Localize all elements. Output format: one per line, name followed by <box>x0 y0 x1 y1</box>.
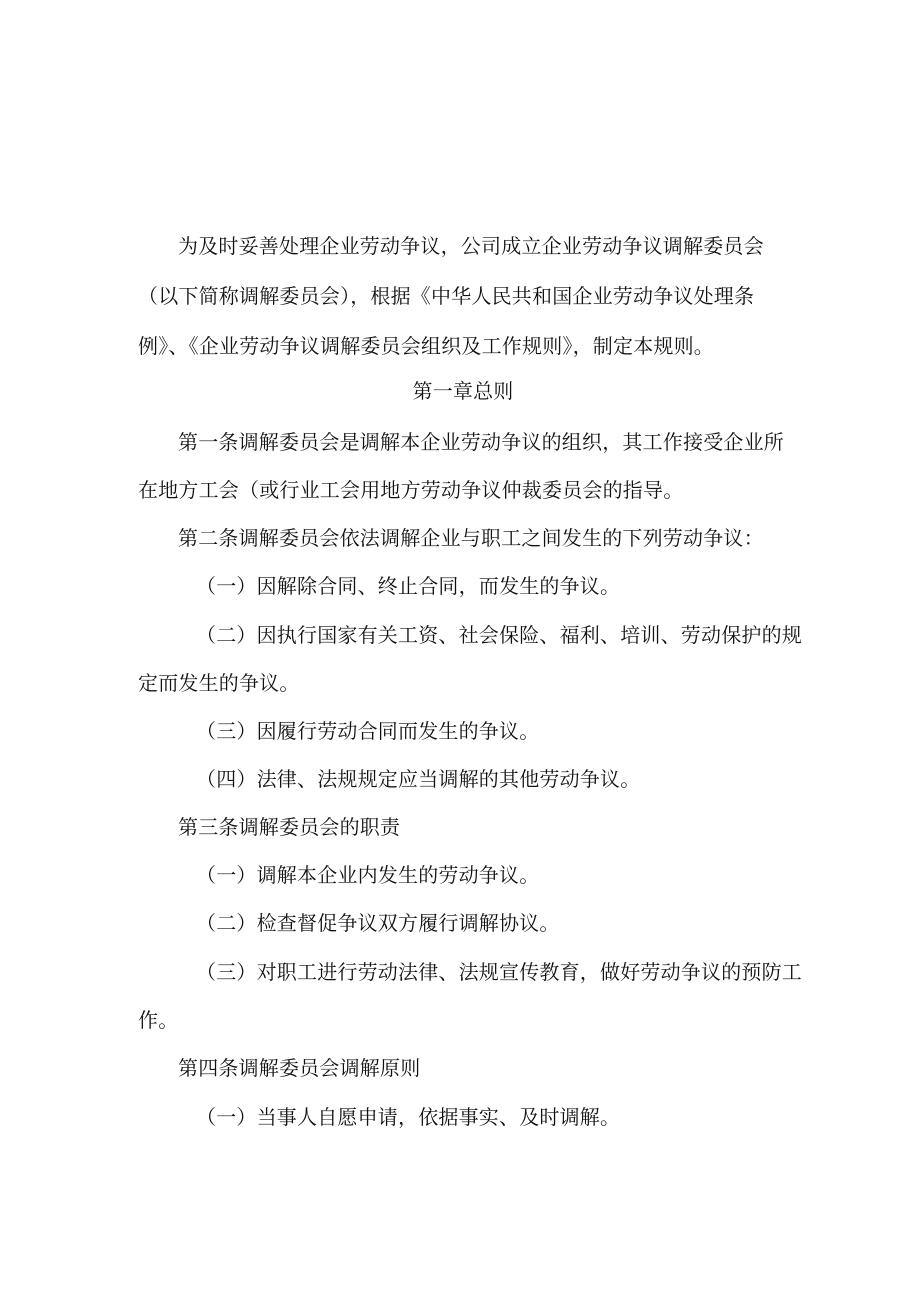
article2-item-2-line-2: 定而发生的争议。 <box>138 671 300 695</box>
article3-item-3-line-2: 作。 <box>138 1008 179 1032</box>
article2-item-3: （三）因履行劳动合同而发生的争议。 <box>196 719 540 743</box>
article3-item-3-line-1: （三）对职工进行劳动法律、法规宣传教育，做好劳动争议的预防工 <box>196 960 802 984</box>
intro-line-3: 例》、《企业劳动争议调解委员会组织及工作规则》，制定本规则。 <box>138 334 714 358</box>
article1-line-1: 第一条调解委员会是调解本企业劳动争议的组织，其工作接受企业所 <box>178 430 784 454</box>
article2-heading: 第二条调解委员会依法调解企业与职工之间发生的下列劳动争议： <box>178 526 764 550</box>
chapter-title: 第一章总则 <box>412 379 514 403</box>
article2-item-4: （四）法律、法规规定应当调解的其他劳动争议。 <box>196 767 641 791</box>
intro-line-1: 为及时妥善处理企业劳动争议，公司成立企业劳动争议调解委员会 <box>178 234 764 258</box>
article2-item-1: （一）因解除合同、终止合同，而发生的争议。 <box>196 574 621 598</box>
article3-heading: 第三条调解委员会的职责 <box>178 815 401 839</box>
article3-item-2: （二）检查督促争议双方履行调解协议。 <box>196 911 560 935</box>
article4-heading: 第四条调解委员会调解原则 <box>178 1056 421 1080</box>
intro-line-2: （以下简称调解委员会），根据《中华人民共和国企业劳动争议处理条 <box>138 284 755 308</box>
article2-item-2-line-1: （二）因执行国家有关工资、社会保险、福利、培训、劳动保护的规 <box>196 623 802 647</box>
article4-item-1: （一）当事人自愿申请，依据事实、及时调解。 <box>196 1105 621 1129</box>
article3-item-1: （一）调解本企业内发生的劳动争议。 <box>196 863 540 887</box>
article1-line-2: 在地方工会（或行业工会用地方劳动争议仲裁委员会的指导。 <box>138 478 684 502</box>
